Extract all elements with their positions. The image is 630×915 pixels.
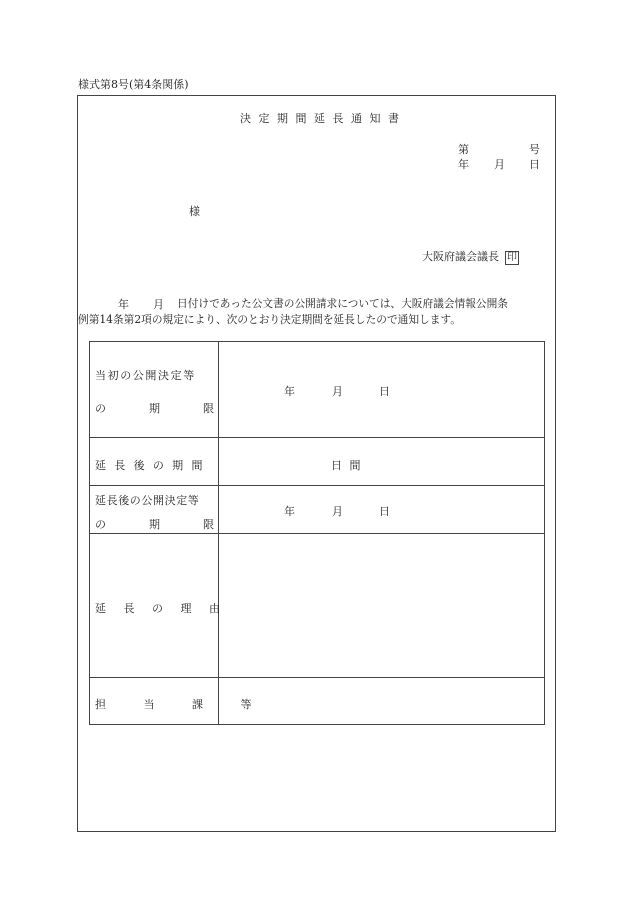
form-label: 様式第8号(第4条関係) (78, 78, 189, 91)
addressee-suffix: 様 (189, 205, 200, 218)
extension-table (89, 341, 545, 725)
doc-date-day: 日 (529, 158, 540, 171)
row5-label: 担 当 課 等 (95, 698, 269, 711)
table-row-divider (90, 485, 544, 486)
row3-label-ki: 期 (149, 518, 160, 531)
doc-date-year: 年 (458, 158, 469, 171)
sender-line (422, 248, 519, 265)
row1-month: 月 (332, 385, 343, 398)
row3-month: 月 (332, 505, 343, 518)
body-year: 年 (118, 298, 129, 311)
row4-label: 延 長 の 理 由 (95, 602, 227, 615)
body-month: 月 (153, 298, 164, 311)
body-line1: 日付けであった公文書の公開請求については、大阪府議会情報公開条 (177, 297, 508, 310)
document-title: 決 定 期 間 延 長 通 知 書 (240, 112, 401, 125)
seal-mark: 印 (507, 252, 517, 263)
row3-day: 日 (379, 505, 390, 518)
doc-number-dai: 第 (458, 143, 469, 156)
row3-year: 年 (284, 505, 295, 518)
row1-label-no: の (95, 402, 106, 415)
row3-label-line1: 延長後の公開決定等 (95, 494, 200, 507)
row1-label-gen: 限 (203, 402, 214, 415)
sender-name: 大阪府議会議長 (422, 250, 499, 263)
row1-label-line1: 当初の公開決定等 (95, 369, 196, 382)
table-row-divider (90, 437, 544, 438)
table-row-divider (90, 677, 544, 678)
body-line2: 例第14条第2項の規定により、次のとおり決定期間を延長したので通知します。 (78, 313, 461, 326)
row2-value: 日 間 (331, 459, 363, 472)
row1-label-ki: 期 (149, 402, 160, 415)
row1-year: 年 (284, 385, 295, 398)
row1-day: 日 (379, 385, 390, 398)
doc-number-go: 号 (529, 143, 540, 156)
row2-label: 延 長 後 の 期 間 (95, 459, 205, 472)
table-row-divider (90, 533, 544, 534)
doc-date-month: 月 (494, 158, 505, 171)
row3-label-gen: 限 (203, 518, 214, 531)
row3-label-no: の (95, 518, 106, 531)
